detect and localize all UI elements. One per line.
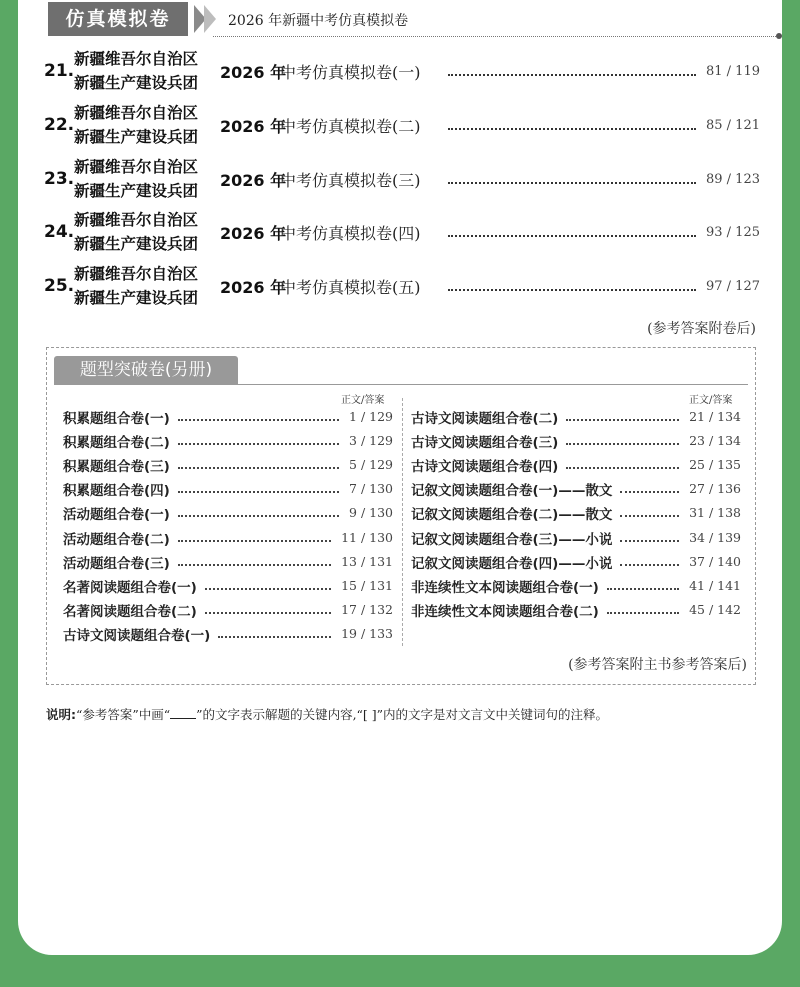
item-label: 名著阅读题组合卷(一) <box>63 579 197 596</box>
entry-org <box>74 47 222 95</box>
entry-title: 中考仿真模拟卷(五) <box>280 278 421 298</box>
section-header <box>48 2 780 38</box>
entry-org <box>74 101 222 149</box>
entry-number: 22. <box>44 114 75 135</box>
entry-org <box>74 262 222 310</box>
item-label: 记叙文阅读题组合卷(三)——小说 <box>411 531 613 548</box>
legend-part1: “参考答案”中画“ <box>76 707 171 722</box>
entry-number: 25. <box>44 276 75 297</box>
legend-lead: 说明: <box>46 707 76 722</box>
entry-title: 中考仿真模拟卷(二) <box>280 116 421 136</box>
item-page: 9 / 130 <box>349 505 393 521</box>
entry-number: 24. <box>44 222 75 243</box>
breakthrough-item[interactable] <box>63 431 393 451</box>
entry-title: 中考仿真模拟卷(四) <box>280 224 421 244</box>
section-title: 2026 年新疆中考仿真模拟卷 <box>228 13 409 29</box>
entry-number: 23. <box>44 168 75 189</box>
breakthrough-tag: 题型突破卷(另册) <box>54 356 238 384</box>
breakthrough-item[interactable] <box>411 528 741 548</box>
item-label: 古诗文阅读题组合卷(四) <box>411 459 559 476</box>
leader-dots <box>448 182 696 184</box>
item-page: 7 / 130 <box>349 481 393 497</box>
leader-dots <box>620 540 679 542</box>
leader-dots <box>620 515 679 517</box>
entry-org-line: 新疆生产建设兵团 <box>74 289 199 308</box>
item-page: 41 / 141 <box>689 577 741 593</box>
toc-entry[interactable] <box>44 153 760 207</box>
entry-number: 21. <box>44 61 75 81</box>
legend-part2: ”的文字表示解题的关键内容,“[ ]”内的文字是对文言文中关键词句的注释。 <box>196 707 609 722</box>
item-page: 45 / 142 <box>689 601 741 617</box>
item-label: 名著阅读题组合卷(二) <box>63 603 197 620</box>
item-page: 11 / 130 <box>341 529 393 545</box>
divider <box>54 384 748 385</box>
entry-year: 2026 年 <box>220 170 287 190</box>
item-label: 积累题组合卷(四) <box>63 483 170 500</box>
leader-dots <box>178 515 339 517</box>
entry-org-line: 新疆生产建设兵团 <box>74 181 199 200</box>
item-label: 古诗文阅读题组合卷(二) <box>411 411 559 427</box>
item-label: 积累题组合卷(三) <box>63 459 170 476</box>
toc-entry[interactable] <box>44 99 760 153</box>
item-label: 记叙文阅读题组合卷(一)——散文 <box>411 483 613 500</box>
entry-org-line: 新疆维吾尔自治区 <box>74 211 199 230</box>
item-label: 记叙文阅读题组合卷(四)——小说 <box>411 555 613 572</box>
page-sheet <box>18 0 782 955</box>
entry-org-line: 新疆维吾尔自治区 <box>74 265 199 284</box>
leader-dots <box>566 467 679 469</box>
entry-year: 2026 年 <box>220 116 287 136</box>
leader-dots <box>178 443 339 445</box>
breakthrough-item[interactable] <box>63 407 393 427</box>
entry-page: 97 / 127 <box>706 279 760 295</box>
item-page: 21 / 134 <box>689 409 741 424</box>
item-page: 15 / 131 <box>341 577 393 593</box>
item-label: 活动题组合卷(一) <box>63 507 170 524</box>
item-page: 34 / 139 <box>689 529 741 545</box>
item-page: 37 / 140 <box>689 553 741 569</box>
entry-page: 85 / 121 <box>706 117 760 133</box>
breakthrough-item[interactable] <box>411 576 741 596</box>
toc-entry[interactable] <box>44 206 760 260</box>
breakthrough-item[interactable] <box>63 552 393 572</box>
breakthrough-item[interactable] <box>411 455 741 475</box>
breakthrough-item[interactable] <box>411 503 741 523</box>
entry-org <box>74 208 222 256</box>
breakthrough-item[interactable] <box>63 528 393 548</box>
leader-dots <box>620 491 679 493</box>
item-page: 13 / 131 <box>341 553 393 569</box>
entry-page: 93 / 125 <box>706 225 760 241</box>
toc-entry[interactable] <box>44 45 760 99</box>
entry-org-line: 新疆生产建设兵团 <box>74 127 199 146</box>
leader-dots <box>607 588 679 590</box>
item-page: 17 / 132 <box>341 601 393 617</box>
item-label: 活动题组合卷(三) <box>63 555 170 572</box>
underline-sample <box>170 718 196 719</box>
divider <box>213 36 780 37</box>
leader-dots <box>448 128 696 130</box>
breakthrough-item[interactable] <box>411 407 741 427</box>
column-head-left: 正文/答案 <box>341 395 385 406</box>
entry-title: 中考仿真模拟卷(一) <box>280 63 421 82</box>
item-page: 25 / 135 <box>689 457 741 473</box>
item-page: 19 / 133 <box>341 625 393 641</box>
entry-org <box>74 155 222 203</box>
entry-year: 2026 年 <box>220 224 287 244</box>
divider-end-dot <box>776 33 782 39</box>
breakthrough-item[interactable] <box>411 479 741 499</box>
item-page: 31 / 138 <box>689 505 741 521</box>
breakthrough-item[interactable] <box>63 503 393 523</box>
leader-dots <box>178 467 339 469</box>
chevron-right-icon <box>204 5 216 33</box>
leader-dots <box>205 612 331 614</box>
entry-org-line: 新疆维吾尔自治区 <box>74 50 199 68</box>
item-page: 3 / 129 <box>349 433 393 449</box>
leader-dots <box>178 564 331 566</box>
entry-title: 中考仿真模拟卷(三) <box>280 170 421 190</box>
column-divider <box>402 398 403 646</box>
breakthrough-item[interactable] <box>63 479 393 499</box>
leader-dots <box>205 588 331 590</box>
breakthrough-item[interactable] <box>411 431 741 451</box>
item-page: 23 / 134 <box>689 433 741 449</box>
leader-dots <box>218 636 331 638</box>
breakthrough-note: (参考答案附主书参考答案后) <box>568 657 747 673</box>
item-label: 古诗文阅读题组合卷(一) <box>63 627 211 644</box>
item-page: 1 / 129 <box>349 409 393 424</box>
entry-year: 2026 年 <box>220 278 287 298</box>
breakthrough-item[interactable] <box>411 552 741 572</box>
entry-org-line: 新疆维吾尔自治区 <box>74 103 199 122</box>
answers-note: (参考答案附卷后) <box>647 321 756 337</box>
item-page: 27 / 136 <box>689 481 741 497</box>
toc-entry[interactable] <box>44 260 760 314</box>
item-label: 古诗文阅读题组合卷(三) <box>411 435 559 452</box>
entry-page: 89 / 123 <box>706 171 760 187</box>
leader-dots <box>448 235 696 237</box>
entry-org-line: 新疆生产建设兵团 <box>74 74 199 92</box>
breakthrough-item[interactable] <box>411 600 741 620</box>
entry-page: 81 / 119 <box>706 64 760 79</box>
item-label: 非连续性文本阅读题组合卷(二) <box>411 603 599 620</box>
legend-note <box>46 705 608 723</box>
item-label: 积累题组合卷(二) <box>63 435 170 452</box>
leader-dots <box>178 419 339 421</box>
leader-dots <box>566 443 679 445</box>
entry-org-line: 新疆生产建设兵团 <box>74 235 199 254</box>
item-label: 活动题组合卷(二) <box>63 531 170 548</box>
leader-dots <box>448 74 696 76</box>
leader-dots <box>178 540 331 542</box>
leader-dots <box>607 612 679 614</box>
leader-dots <box>620 564 679 566</box>
item-label: 非连续性文本阅读题组合卷(一) <box>411 579 599 596</box>
breakthrough-item[interactable] <box>63 576 393 596</box>
breakthrough-item[interactable] <box>63 600 393 620</box>
column-head-right: 正文/答案 <box>689 395 733 406</box>
item-label: 积累题组合卷(一) <box>63 411 170 427</box>
entry-org-line: 新疆维吾尔自治区 <box>74 157 199 176</box>
item-page: 5 / 129 <box>349 457 393 473</box>
breakthrough-box <box>46 347 756 685</box>
item-label: 记叙文阅读题组合卷(二)——散文 <box>411 507 613 524</box>
leader-dots <box>448 289 696 291</box>
leader-dots <box>566 419 679 421</box>
section-tag: 仿真模拟卷 <box>48 2 188 36</box>
leader-dots <box>178 491 339 493</box>
breakthrough-item[interactable] <box>63 624 393 644</box>
entry-year: 2026 年 <box>220 63 287 82</box>
breakthrough-item[interactable] <box>63 455 393 475</box>
